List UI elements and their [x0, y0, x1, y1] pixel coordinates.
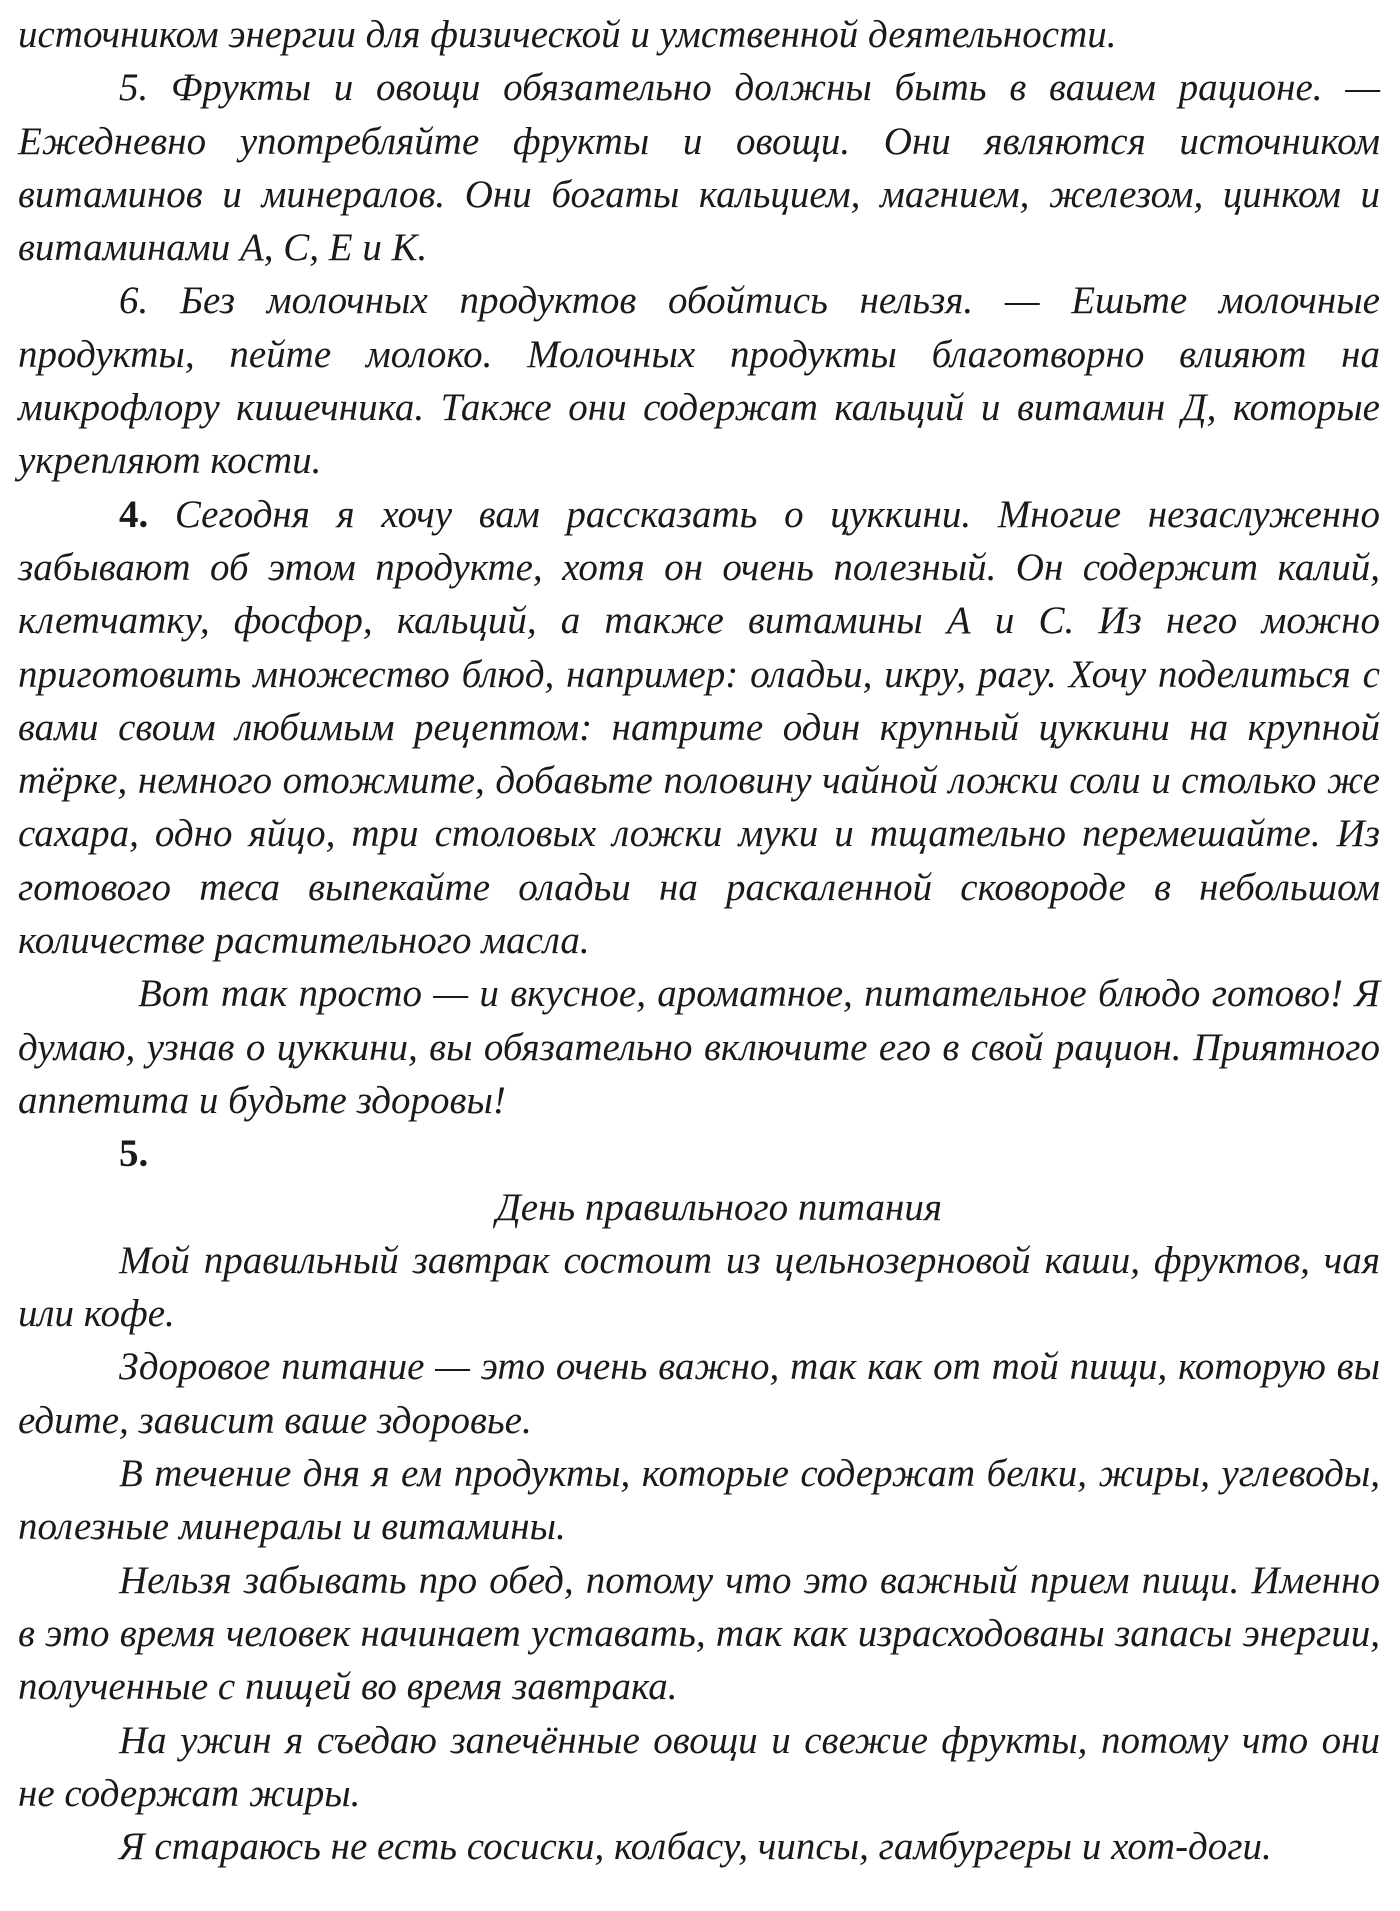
paragraph-zucchini	[18, 488, 1380, 968]
section-4-number: 4.	[119, 492, 149, 536]
section-4-text: Сегодня я хочу вам рассказать о цуккини. Многие незаслуженно забывают об этом продукте, хотя он очень полезный. Он содержит калий, клетчатку, фосфор, кальций, а также витамины А и С. Из него можно приготовить множество блюд, например: оладьи, икру, рагу. Хочу поделиться с вами своим любимым рецептом: натрите один крупный цуккини на крупной тёрке, немного отожмите, добавьте половину чайной ложки соли и столько же сахара, одно яйцо, три столовых ложки муки и тщательно перемешайте. Из готового теса выпекайте оладьи на раскаленной сковороде в небольшом количестве растительного масла.	[18, 492, 1381, 963]
paragraph-dinner: На ужин я съедаю запечённые овощи и свежие фрукты, потому что они не содержат жиры.	[18, 1718, 1380, 1815]
paragraph-fruits-vegetables: 5. Фрукты и овощи обязательно должны быть в вашем рационе. — Ежедневно употребляйте фрукты и овощи. Они являются источником витаминов и минералов. Они богаты кальцием, магнием, железом, цинком и витаминами А, С, Е и К.	[18, 66, 1380, 270]
section-5-title: День правильного питания	[495, 1185, 943, 1229]
paragraph-energy-continuation: источником энергии для физической и умственной деятельности.	[18, 13, 1117, 56]
paragraph-avoid-food: Я стараюсь не есть сосиски, колбасу, чипсы, гамбургеры и хот-доги.	[119, 1825, 1272, 1869]
paragraph-lunch: Нельзя забывать про обед, потому что это важный прием пищи. Именно в это время человек начинает уставать, так как израсходованы запасы энергии, полученные с пищей во время завтрака.	[18, 1558, 1380, 1709]
paragraph-simple-dish: Вот так просто — и вкусное, ароматное, питательное блюдо готово! Я думаю, узнав о цуккини, вы обязательно включите его в свой рацион. Приятного аппетита и будьте здоровы!	[18, 972, 1380, 1122]
paragraph-daytime-food: В течение дня я ем продукты, которые содержат белки, жиры, углеводы, полезные минералы и витамины.	[18, 1452, 1380, 1549]
paragraph-breakfast: Мой правильный завтрак состоит из цельнозерновой каши, фруктов, чая или кофе.	[18, 1238, 1380, 1336]
paragraph-dairy-products: 6. Без молочных продуктов обойтись нельзя. — Ешьте молочные продукты, пейте молоко. Молочных продукты благотворно влияют на микрофлору кишечника. Также они содержат кальций и витамин Д, которые укрепляют кости.	[18, 279, 1380, 483]
section-5-number: 5.	[119, 1132, 149, 1176]
paragraph-healthy-eating: Здоровое питание — это очень важно, так как от той пищи, которую вы едите, зависит ваше здоровье.	[18, 1345, 1380, 1442]
